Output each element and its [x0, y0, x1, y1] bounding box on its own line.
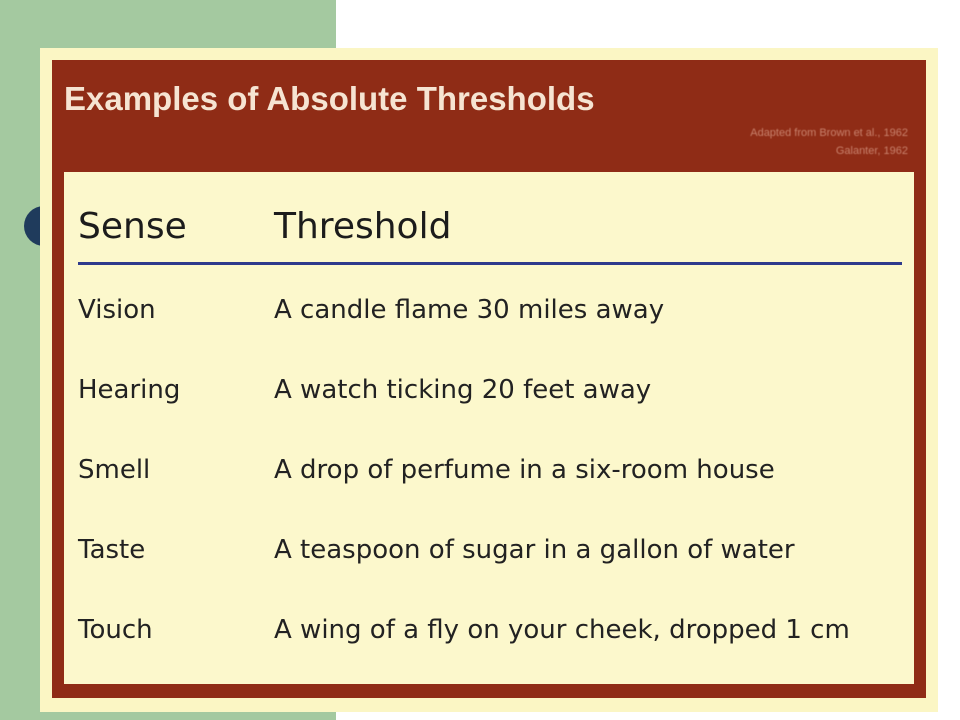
- threshold-cell: A drop of perfume in a six-room house: [274, 455, 775, 485]
- citation: [750, 124, 908, 160]
- sense-cell: Touch: [78, 615, 153, 645]
- table-row-touch: [78, 585, 902, 665]
- table-row-smell: [78, 425, 902, 505]
- card-header: [52, 60, 926, 172]
- card-body: [64, 172, 914, 684]
- slide-frame: [40, 48, 938, 712]
- table-header-row: [78, 200, 902, 265]
- threshold-cell: A teaspoon of sugar in a gallon of water: [274, 535, 795, 565]
- sense-cell: Hearing: [78, 375, 181, 405]
- table-row-taste: [78, 505, 902, 585]
- sense-cell: Vision: [78, 295, 156, 325]
- threshold-cell: A watch ticking 20 feet away: [274, 375, 652, 405]
- threshold-cell: A wing of a fly on your cheek, dropped 1 cm: [274, 615, 850, 645]
- threshold-cell: A candle flame 30 miles away: [274, 295, 665, 325]
- column-header-threshold: Threshold: [274, 206, 452, 247]
- citation-line-2: Galanter, 1962: [835, 145, 908, 157]
- column-header-sense: Sense: [78, 206, 187, 247]
- table-row-hearing: [78, 345, 902, 425]
- sense-cell: Smell: [78, 455, 151, 485]
- table-row-vision: [78, 265, 902, 345]
- sense-cell: Taste: [78, 535, 146, 565]
- threshold-card: [52, 60, 926, 698]
- citation-line-1: Adapted from Brown et al., 1962: [750, 127, 908, 139]
- card-title: Examples of Absolute Thresholds: [64, 80, 595, 117]
- thresholds-table: [78, 200, 902, 665]
